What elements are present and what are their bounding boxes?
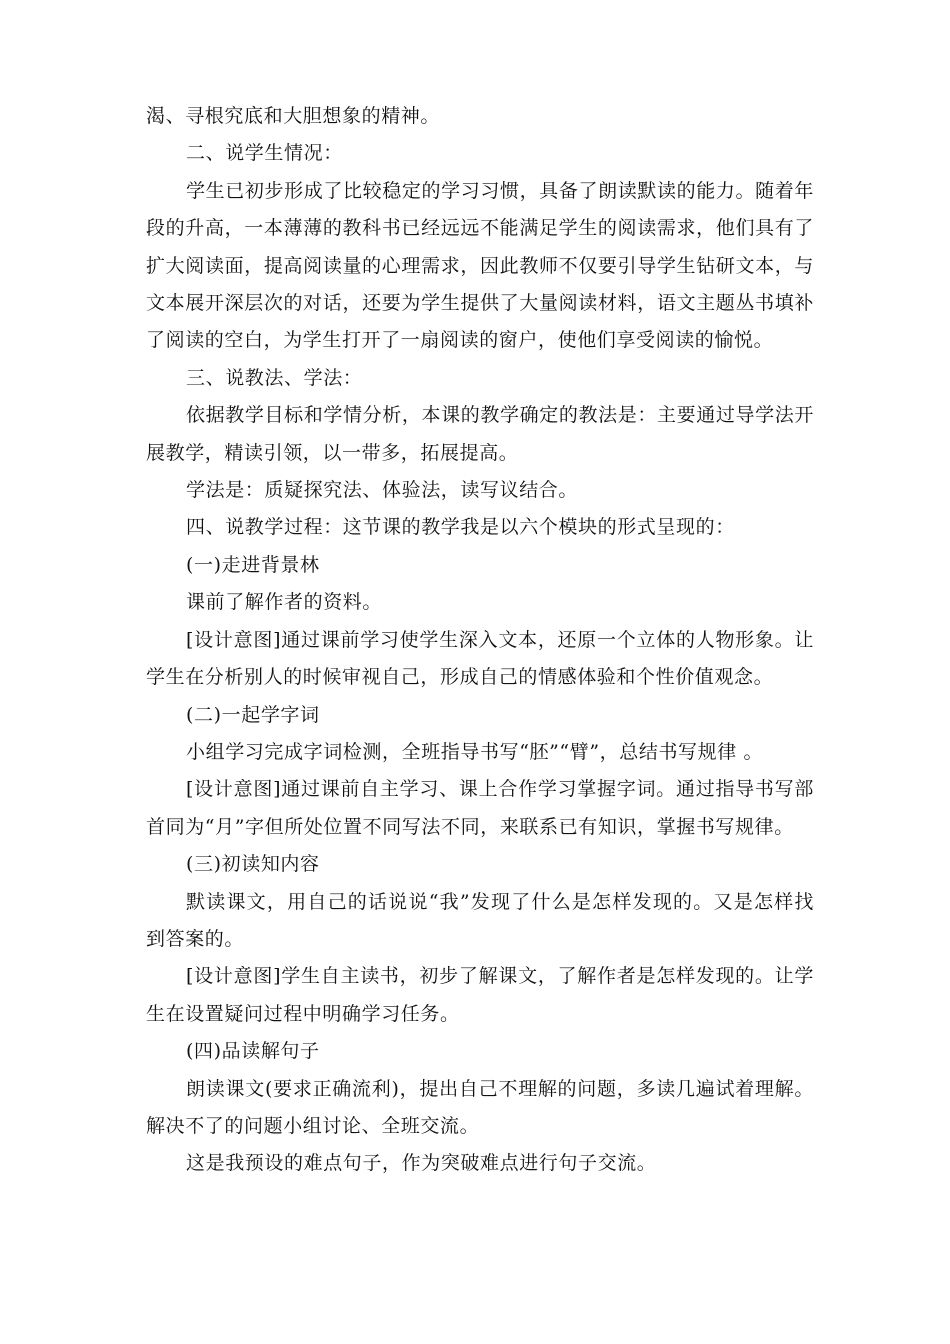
- paragraph: 默读课文，用自己的话说说“我”发现了什么是怎样发现的。又是怎样找到答案的。: [146, 890, 814, 950]
- paragraph: 这是我预设的难点句子，作为突破难点进行句子交流。: [186, 1152, 657, 1175]
- subsection-heading: (四)品读解句子: [186, 1040, 320, 1063]
- paragraph: 学生已初步形成了比较稳定的学习习惯，具备了朗读默读的能力。随着年段的升高，一本薄薄的教科书已经远远不能满足学生的阅读需求，他们具有了扩大阅读面，提高阅读量的心理需求，因此教师不仅要引导学生钻研文本，与文本展开深层次的对话，还要为学生提供了大量阅读材料，语文主题丛书填补了阅读的空白，为学生打开了一扇阅读的窗户，使他们享受阅读的愉悦。: [146, 179, 814, 352]
- subsection-heading: (一)走进背景林: [186, 553, 320, 576]
- paragraph: 学法是：质疑探究法、体验法，读写议结合。: [186, 479, 579, 502]
- section-heading: 四、说教学过程：这节课的教学我是以六个模块的形式呈现的：: [186, 516, 735, 539]
- section-heading: 三、说教法、学法：: [186, 366, 363, 389]
- design-intent-paragraph: [设计意图]通过课前学习使学生深入文本，还原一个立体的人物形象。让学生在分析别人的时候审视自己，形成自己的情感体验和个性价值观念。: [146, 628, 814, 689]
- paragraph: 小组学习完成字词检测，全班指导书写“胚”“臂”，总结书写规律 。: [186, 740, 764, 763]
- document-page: [146, 98, 814, 1183]
- subsection-heading: (二)一起学字词: [186, 703, 320, 726]
- paragraph: 依据教学目标和学情分析，本课的教学确定的教法是：主要通过导学法开展教学，精读引领，以一带多，拓展提高。: [146, 404, 814, 464]
- paragraph: 渴、寻根究底和大胆想象的精神。: [146, 105, 441, 127]
- paragraph: 朗读课文(要求正确流利)，提出自己不理解的问题，多读几遍试着理解。解决不了的问题小组讨论、全班交流。: [146, 1077, 814, 1137]
- subsection-heading: (三)初读知内容: [186, 853, 320, 876]
- design-intent-paragraph: [设计意图]学生自主读书，初步了解课文，了解作者是怎样发现的。让学生在设置疑问过程中明确学习任务。: [146, 965, 814, 1025]
- section-heading: 二、说学生情况：: [186, 142, 343, 165]
- paragraph: 课前了解作者的资料。: [186, 591, 383, 614]
- design-intent-paragraph: [设计意图]通过课前自主学习、课上合作学习掌握字词。通过指导书写部首同为“月”字但所处位置不同写法不同，来联系已有知识，掌握书写规律。: [146, 778, 814, 838]
